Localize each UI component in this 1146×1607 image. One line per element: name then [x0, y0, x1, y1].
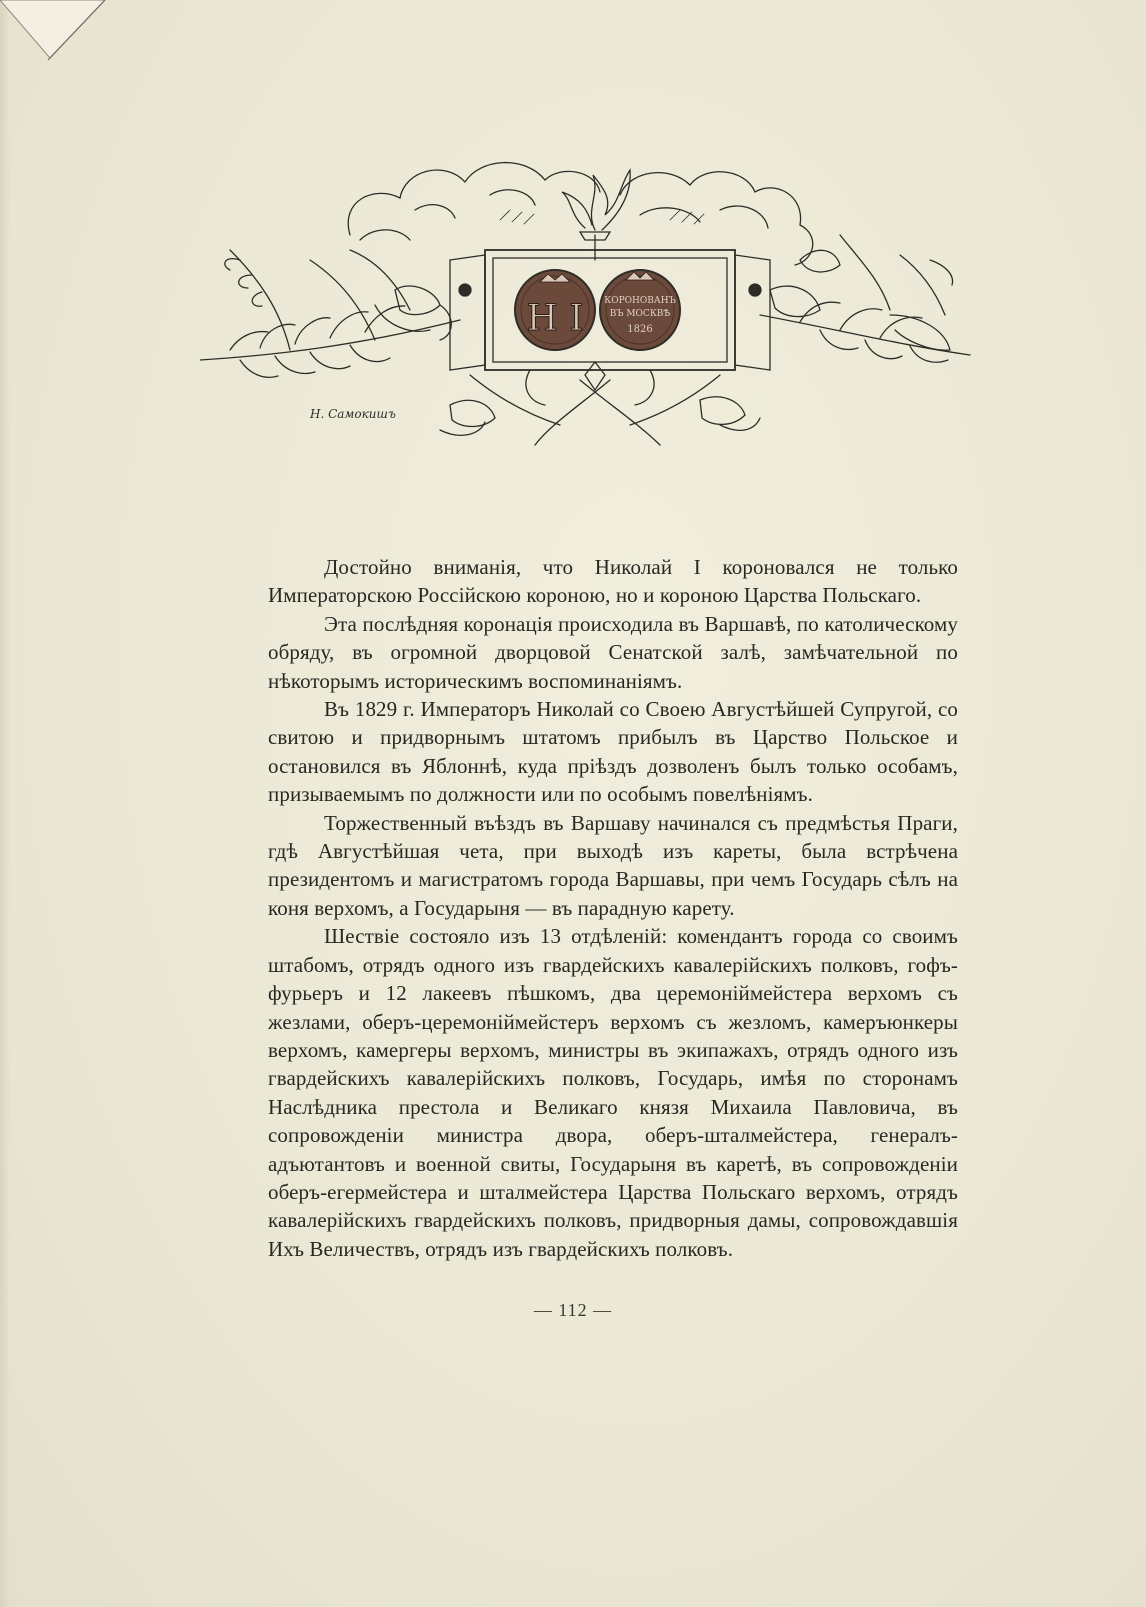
header-vignette-illustration [200, 140, 990, 460]
body-text [268, 553, 958, 1263]
paragraph: Эта послѣдняя коронація происходила въ Варшавѣ, по католическому обряду, въ огромной дворцовой Сенатской залѣ, замѣчательной по нѣкоторымъ историческимъ воспоминаніямъ. [268, 611, 958, 693]
medal-right-year: 1826 [627, 324, 653, 335]
page-number: — 112 — [533, 1300, 613, 1320]
medal-left-monogram: Н I [526, 298, 584, 339]
medal-right-line-1: КОРОНОВАНЪ [604, 296, 676, 306]
medal-right-line-2: ВЪ МОСКВѢ [609, 309, 671, 319]
medal-left [515, 270, 595, 350]
artist-signature: Н. Самокишъ [310, 407, 396, 421]
paragraph: Шествіе состояло изъ 13 отдѣленій: комендантъ города со своимъ штабомъ, отрядъ одного изъ гвардейскихъ кавалерійскихъ полковъ, гофъ-фурьеръ и 12 лакеевъ пѣшкомъ, два церемоніймейстера верхомъ съ жезлами, оберъ-церемоніймейстеръ верхомъ съ жезломъ, камеръюнкеры верхомъ, камергеры верхомъ, министры въ экипажахъ, отрядъ одного изъ гвардейскихъ кавалерійскихъ полковъ, Государь, имѣя по сторонамъ Наслѣдника престола и Великаго князя Михаила Павловича, въ сопровожденіи министра двора, оберъ-шталмейстера, генералъ-адъютантовъ и военной свиты, Государыня въ каретѣ, въ сопровожденіи оберъ-егермейстера и шталмейстера Царства Польскаго верхомъ, отрядъ кавалерійскихъ гвардейскихъ полковъ, придворныя дамы, сопровождавшія Ихъ Величествъ, отрядъ изъ гвардейскихъ полковъ. [268, 924, 958, 1261]
medal-right [600, 270, 680, 350]
paragraph: Торжественный въѣздъ въ Варшаву начинался съ предмѣстья Праги, гдѣ Августѣйшая чета, при выходѣ изъ кареты, была встрѣчена президентомъ и магистратомъ города Варшавы, при чемъ Государь сѣлъ на коня верхомъ, а Государыня — въ парадную карету. [268, 810, 958, 920]
paragraph: Достойно вниманія, что Николай I короновался не только Императорскою Россійскою короною, но и короною Царства Польскаго. [268, 555, 958, 608]
page-edge-shadow [0, 0, 10, 1607]
corner-fold [0, 0, 120, 70]
paragraph: Въ 1829 г. Императоръ Николай со Своею Августѣйшей Супругой, со свитою и придворнымъ штатомъ прибылъ въ Царство Польское и остановился въ Яблоннѣ, куда пріѣздъ дозволенъ былъ только особамъ, призываемымъ по должности или по особымъ повелѣніямъ. [268, 697, 958, 807]
